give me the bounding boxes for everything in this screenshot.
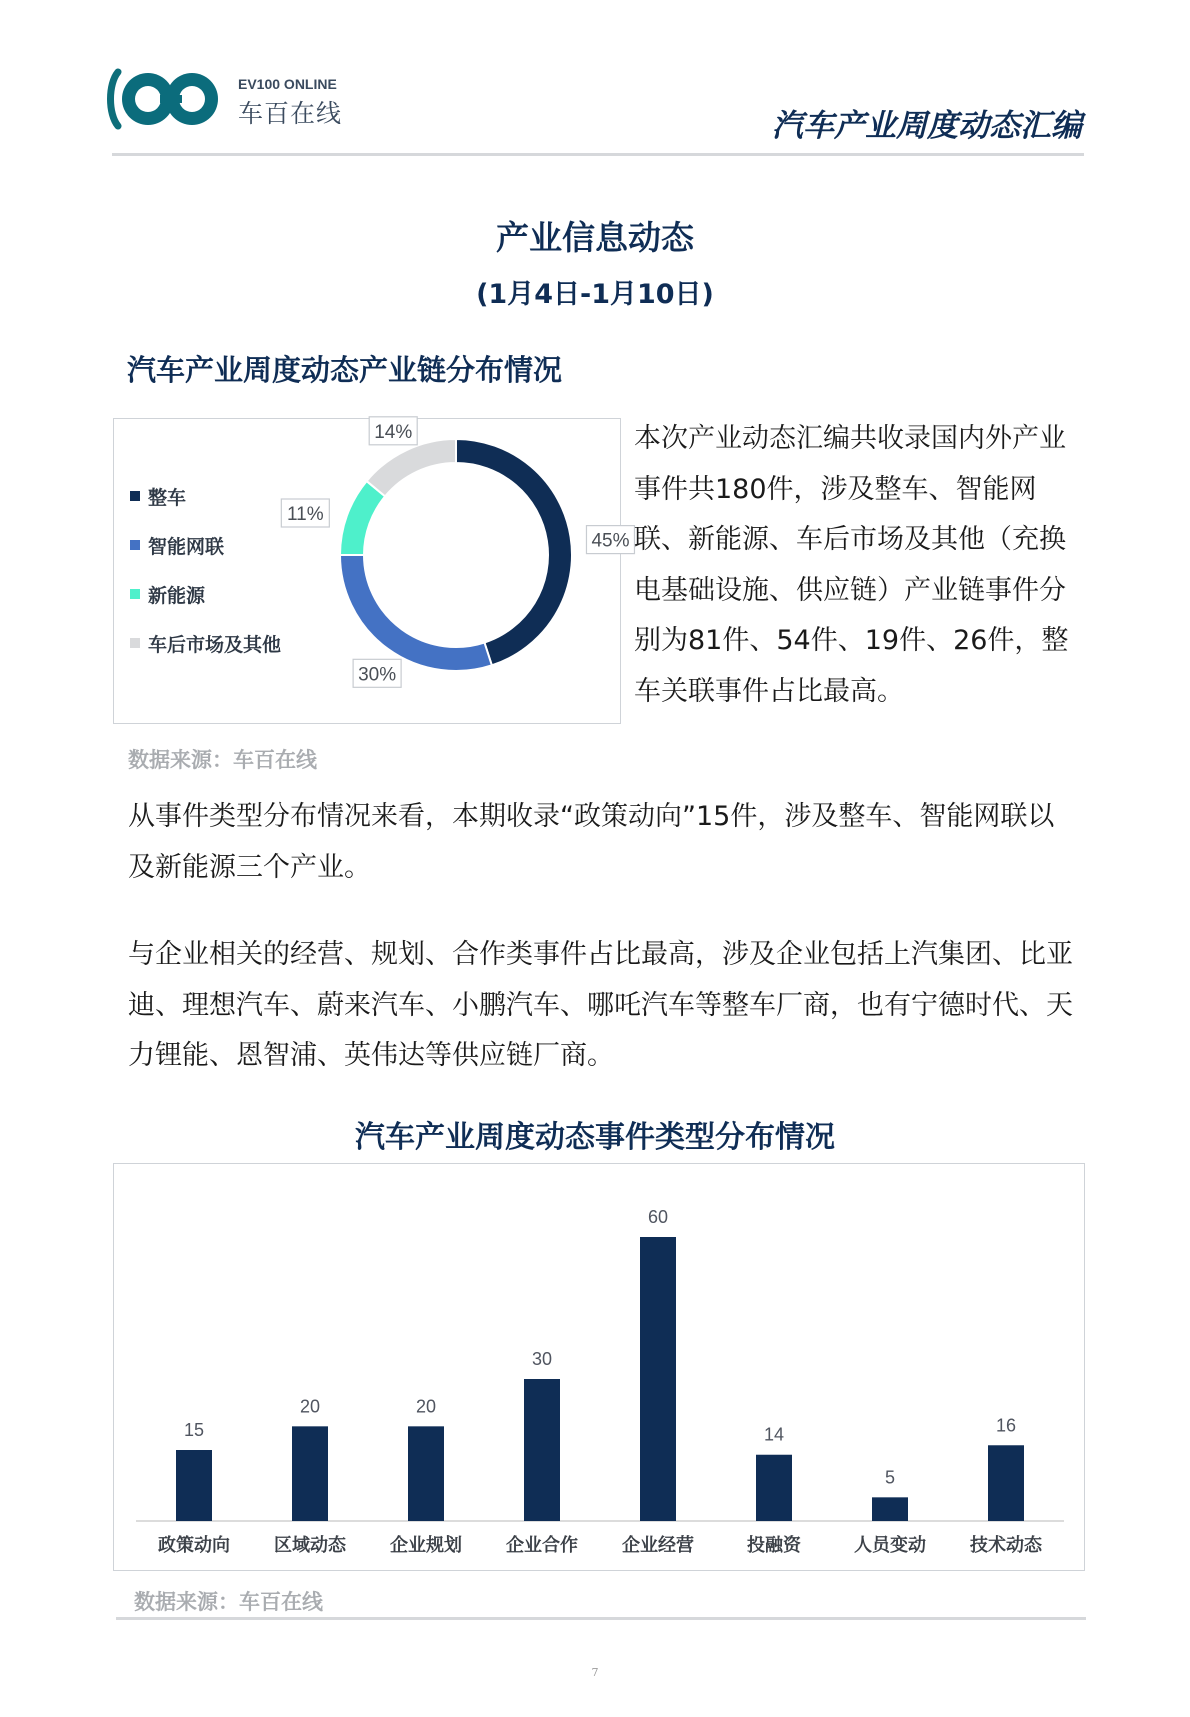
bar-chart — [114, 1164, 1086, 1572]
bar — [756, 1455, 792, 1521]
section-title: 汽车产业周度动态产业链分布情况 — [127, 353, 563, 387]
x-tick-label: 投融资 — [747, 1535, 801, 1556]
data-source-note: 数据来源：车百在线 — [128, 748, 317, 772]
legend-label: 新能源 — [148, 585, 206, 607]
policy-paragraph: 从事件类型分布情况来看，本期收录“政策动向”15件，涉及整车、智能网联以及新能源三个产业。 — [128, 801, 1055, 883]
donut-data-label-3 — [281, 499, 329, 527]
bar-value-label: 60 — [647, 1207, 669, 1227]
bar — [524, 1379, 560, 1521]
x-tick-label: 企业经营 — [622, 1535, 694, 1556]
donut-slice-4 — [367, 439, 456, 496]
bar-value-label: 15 — [183, 1420, 205, 1440]
donut-chart — [114, 419, 630, 725]
data-source-note-2: 数据来源：车百在线 — [134, 1590, 323, 1614]
svg-text:45%: 45% — [591, 530, 630, 552]
x-tick-label: 企业合作 — [506, 1535, 578, 1556]
bar-value-label: 30 — [531, 1349, 553, 1369]
ev100-logo-icon — [108, 64, 228, 134]
bar-value-label: 14 — [763, 1424, 785, 1445]
bar — [640, 1237, 676, 1521]
legend-label: 智能网联 — [148, 536, 225, 558]
donut-data-label-4 — [369, 417, 417, 445]
bar — [176, 1450, 212, 1521]
donut-data-label-1 — [586, 526, 634, 554]
date-range: (1月4日-1月10日) — [476, 279, 714, 310]
svg-text:11%: 11% — [287, 503, 324, 525]
donut-slice-3 — [340, 481, 385, 555]
svg-text:14%: 14% — [374, 421, 413, 443]
legend-label: 整车 — [148, 487, 187, 509]
brand-name-en: EV100 ONLINE — [238, 76, 337, 92]
page-number: 7 — [591, 1666, 599, 1679]
brand-name-cn: 车百在线 — [238, 99, 343, 128]
x-tick-label: 区域动态 — [274, 1535, 346, 1556]
bar — [408, 1426, 444, 1521]
bar — [872, 1497, 908, 1521]
bar — [988, 1445, 1024, 1521]
legend-swatch — [130, 589, 140, 599]
legend-swatch — [130, 540, 140, 550]
donut-slice-2 — [340, 555, 492, 671]
x-tick-label: 人员变动 — [854, 1535, 926, 1556]
x-tick-label: 企业规划 — [390, 1535, 462, 1556]
bar-value-label: 5 — [884, 1467, 896, 1488]
brand-logo[interactable] — [108, 64, 348, 134]
svg-text:30%: 30% — [358, 664, 397, 686]
x-tick-label: 政策动向 — [158, 1535, 230, 1556]
bar-value-label: 20 — [415, 1396, 437, 1417]
donut-slice-1 — [456, 439, 572, 665]
header-divider — [112, 153, 1084, 156]
enterprise-paragraph: 与企业相关的经营、规划、合作类事件占比最高，涉及企业包括上汽集团、比亚迪、理想汽车、蔚来汽车、小鹏汽车、哪吒汽车等整车厂商，也有宁德时代、天力锂能、恩智浦、英伟达等供应链厂商。 — [128, 939, 1073, 1071]
donut-data-label-2 — [353, 659, 401, 687]
bar-chart-panel — [113, 1163, 1085, 1571]
bar — [292, 1426, 328, 1521]
donut-chart-panel — [113, 418, 630, 724]
legend-label: 车后市场及其他 — [148, 634, 282, 656]
legend-swatch — [130, 638, 140, 648]
page-title: 产业信息动态 — [496, 218, 694, 257]
document-title: 汽车产业周度动态汇编 — [772, 108, 1082, 144]
bar-value-label: 20 — [299, 1396, 321, 1417]
summary-paragraph: 本次产业动态汇编共收录国内外产业事件共180件，涉及整车、智能网联、新能源、车后市场及其他（充换电基础设施、供应链）产业链事件分别为81件、54件、19件、26件，整车关联事件占比最高。 — [634, 423, 1069, 707]
bar-chart-title: 汽车产业周度动态事件类型分布情况 — [355, 1120, 835, 1155]
legend-swatch — [130, 491, 140, 501]
bar-value-label: 16 — [995, 1415, 1017, 1436]
x-tick-label: 技术动态 — [970, 1535, 1042, 1556]
footer-divider — [116, 1617, 1086, 1620]
